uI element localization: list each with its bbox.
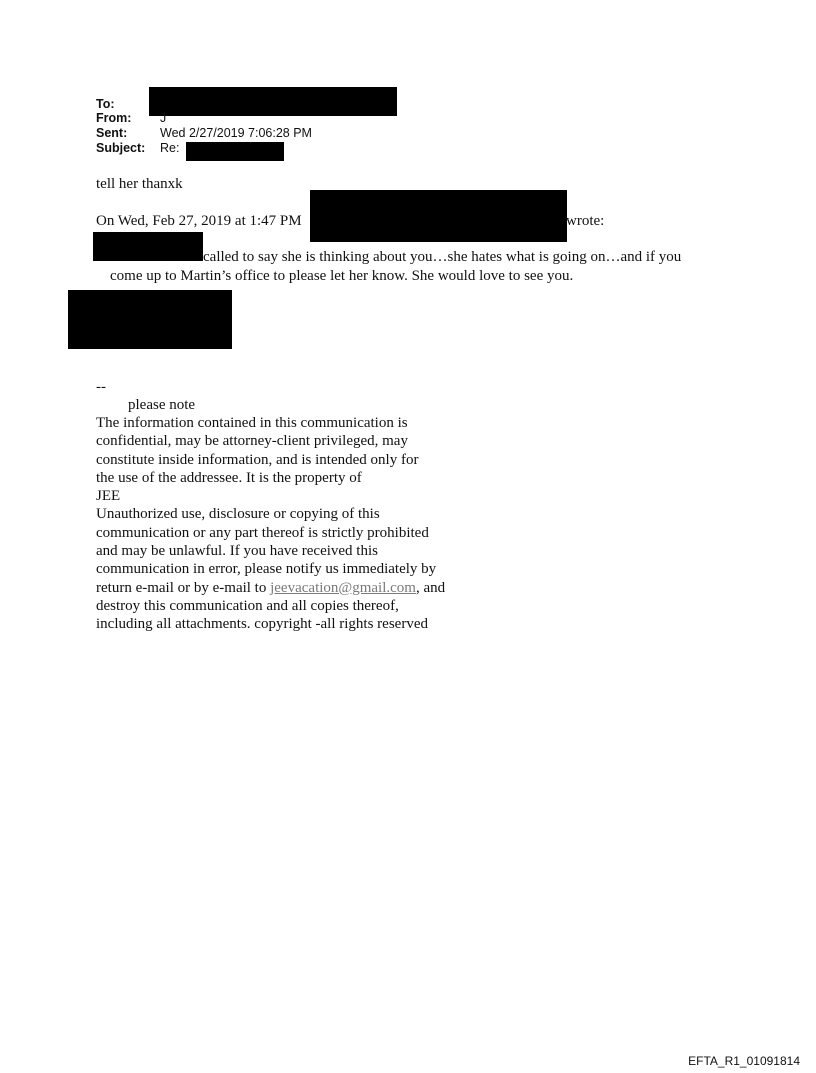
disclaimer-line: constitute inside information, and is intended only for <box>96 451 419 468</box>
disclaimer-line: the use of the addressee. It is the property of <box>96 469 362 486</box>
subject-value: Re: <box>160 141 180 155</box>
quoted-message-line-1: called to say she is thinking about you…she hates what is going on…and if you <box>203 249 682 265</box>
subject-label: Subject: <box>96 141 146 155</box>
disclaimer-line: The information contained in this communication is <box>96 415 408 431</box>
redaction-subject <box>186 142 284 161</box>
return-line-suffix: , and <box>415 579 446 596</box>
sent-value: Wed 2/27/2019 7:06:28 PM <box>160 126 312 140</box>
signature-separator: -- <box>96 379 106 395</box>
header-from-row <box>96 111 166 125</box>
redaction-signature-block <box>68 290 232 349</box>
disclaimer-line: and may be unlawful. If you have received this <box>96 543 378 560</box>
redaction-quoted-sender <box>310 190 567 242</box>
reply-body: tell her thanxk <box>96 176 183 192</box>
redaction-quoted-name <box>93 232 203 261</box>
disclaimer-line: communication or any part thereof is strictly prohibited <box>96 524 429 541</box>
disclaimer-block <box>96 414 445 634</box>
email-link[interactable]: jeevacation@gmail.com <box>270 579 416 596</box>
disclaimer-line: confidential, may be attorney-client privileged, may <box>96 433 408 450</box>
disclaimer-line: Unauthorized use, disclosure or copying of this <box>96 506 380 523</box>
sent-label: Sent: <box>96 126 128 140</box>
disclaimer-line: JEE <box>96 488 121 505</box>
header-sent-row <box>96 126 312 140</box>
return-line-prefix: return e-mail or by e-mail to <box>96 579 271 596</box>
disclaimer-return-line <box>96 579 445 597</box>
redaction-to-recipient <box>149 87 397 116</box>
disclaimer-line: including all attachments. copyright -all rights reserved <box>96 616 428 633</box>
to-label: To: <box>96 97 115 111</box>
from-label: From: <box>96 111 132 125</box>
from-value: J <box>160 111 167 125</box>
document-id: EFTA_R1_01091814 <box>688 1054 800 1068</box>
quote-intro-prefix: On Wed, Feb 27, 2019 at 1:47 PM <box>96 213 302 229</box>
header-to-row <box>96 97 160 111</box>
quote-intro-suffix: wrote: <box>566 213 605 229</box>
header-subject-row <box>96 141 179 155</box>
signature-please-note: please note <box>128 397 196 413</box>
disclaimer-line: communication in error, please notify us immediately by <box>96 561 437 578</box>
quoted-message-line-2: come up to Martin’s office to please let her know. She would love to see you. <box>110 268 574 284</box>
disclaimer-line: destroy this communication and all copies thereof, <box>96 597 399 614</box>
